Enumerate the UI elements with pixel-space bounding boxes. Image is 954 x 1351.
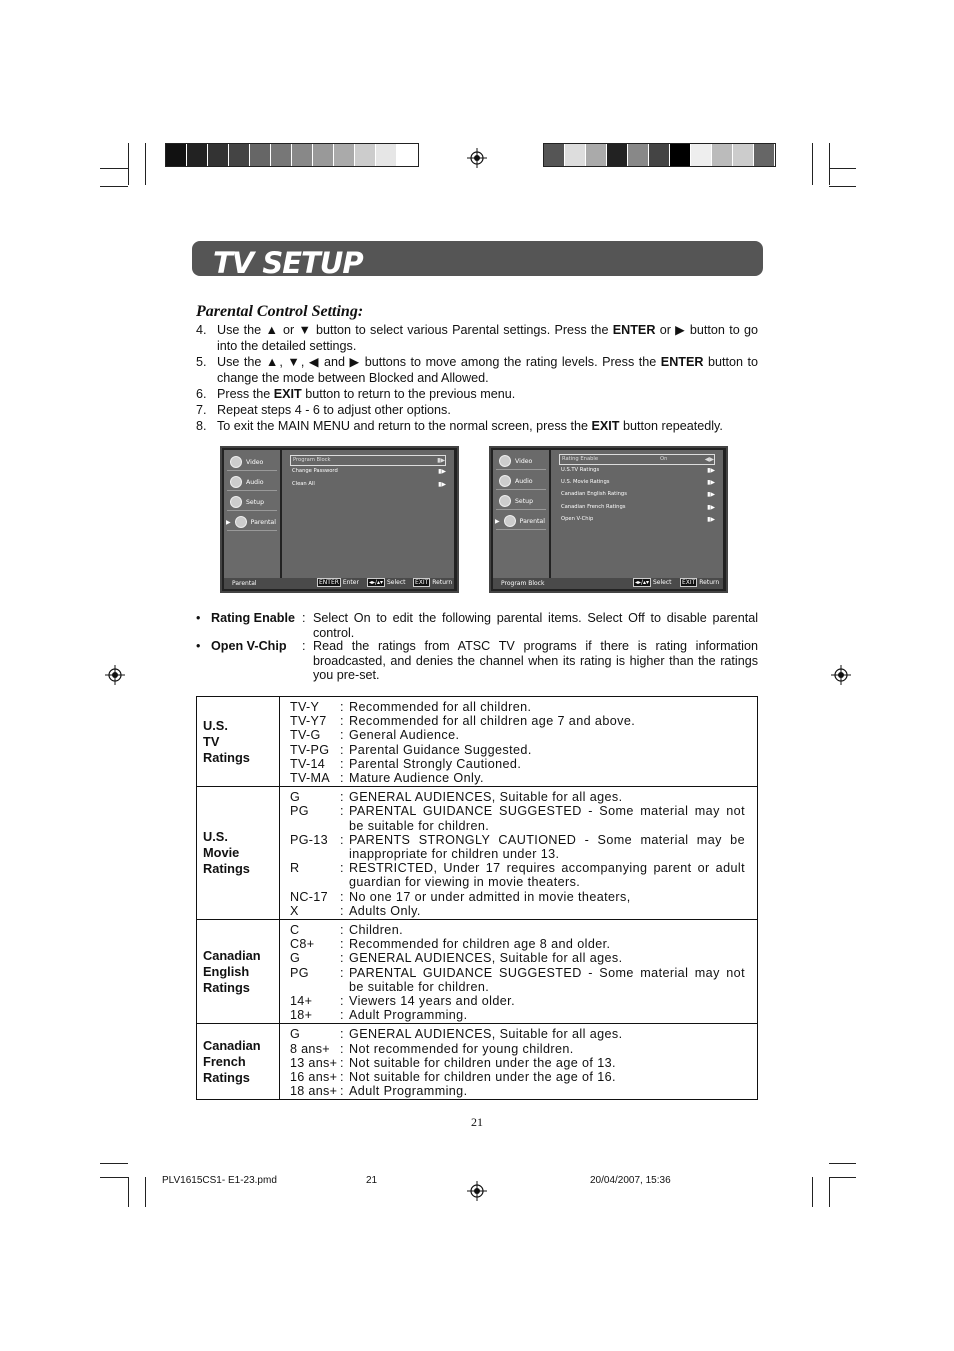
rating-row: PG : PARENTAL GUIDANCE SUGGESTED - Some material may not be suitable for children. — [290, 804, 745, 833]
rating-code: PG — [290, 804, 309, 819]
rating-code: PG — [290, 965, 309, 980]
rating-code: C8+ — [290, 937, 315, 952]
rating-code: TV-Y7 — [290, 714, 327, 729]
step-item — [196, 386, 758, 402]
color-swatch — [313, 144, 334, 166]
rating-row: C8+ : Recommended for children age 8 and older. — [290, 937, 745, 951]
rating-definition: Recommended for all children age 7 and above. — [349, 714, 636, 729]
color-swatch — [670, 144, 691, 166]
rating-definition: Not suitable for children under the age of 13. — [349, 1055, 616, 1070]
ratings-group — [197, 787, 758, 920]
rating-definition: GENERAL AUDIENCES, Suitable for all ages. — [349, 1027, 623, 1042]
step-number: 7. — [196, 403, 207, 417]
color-swatch — [166, 144, 187, 166]
parental-icon — [504, 515, 516, 527]
rating-code: C — [290, 923, 300, 938]
arrow-right-icon: ▮▶ — [707, 479, 715, 486]
step-text: Press the EXIT button to return to the previous menu. — [217, 387, 516, 401]
rating-definition: PARENTAL GUIDANCE SUGGESTED - Some material may not be suitable for children. — [349, 804, 745, 833]
menu-item-canadian-french-ratings: Canadian French Ratings ▮▶ — [561, 504, 715, 511]
rating-row: G : GENERAL AUDIENCES, Suitable for all ages. — [290, 790, 745, 804]
rating-row: G : GENERAL AUDIENCES, Suitable for all ages. — [290, 1027, 745, 1041]
ratings-category: U.S. Movie Ratings — [197, 787, 280, 920]
step-item — [196, 402, 758, 418]
rating-definition: Mature Audience Only. — [349, 771, 484, 786]
sidebar-item-video: Video — [230, 456, 263, 468]
sidebar-item-audio: Audio — [230, 476, 264, 488]
arrow-right-icon: ▮▶ — [437, 457, 445, 464]
registration-mark-icon — [467, 148, 487, 168]
rating-row: X : Adults Only. — [290, 904, 745, 918]
color-swatch — [607, 144, 628, 166]
arrows-icon: ◂▸/▴▾ — [369, 579, 384, 586]
rating-code: TV-MA — [290, 771, 330, 786]
ratings-category: U.S. TV Ratings — [197, 697, 280, 787]
menu-sidebar — [493, 450, 549, 580]
color-swatch — [292, 144, 313, 166]
color-swatch — [271, 144, 292, 166]
rating-code: G — [290, 790, 301, 805]
registration-mark-icon — [105, 665, 125, 685]
registration-mark-icon — [467, 1181, 487, 1201]
rating-row: TV-G : General Audience. — [290, 728, 745, 742]
bullet-description: Select On to edit the following parental items. Select Off to disable parental control. — [313, 611, 758, 640]
rating-row: TV-PG : Parental Guidance Suggested. — [290, 743, 745, 757]
page-number: 21 — [471, 1115, 483, 1129]
color-calibration-bar-right — [543, 143, 776, 167]
video-icon — [230, 456, 242, 468]
page-title: TV SETUP — [213, 246, 363, 280]
rating-code: R — [290, 861, 300, 876]
ratings-list — [280, 787, 758, 920]
arrow-right-icon: ▮▶ — [438, 468, 446, 475]
arrow-right-icon: ▮▶ — [707, 491, 715, 498]
color-swatch — [208, 144, 229, 166]
rating-code: TV-G — [290, 728, 321, 743]
instruction-steps — [196, 322, 758, 434]
rating-code: G — [290, 1027, 301, 1042]
ratings-list — [280, 1024, 758, 1100]
menu-item-clean-all: Clean All ▮▶ — [292, 481, 446, 488]
arrow-right-icon: ▮▶ — [707, 504, 715, 511]
color-calibration-bar-left — [165, 143, 419, 167]
ratings-list — [280, 697, 758, 787]
setup-icon — [499, 495, 511, 507]
color-swatch — [355, 144, 376, 166]
color-swatch — [544, 144, 565, 166]
rating-definition: GENERAL AUDIENCES, Suitable for all ages. — [349, 790, 623, 805]
program-block-menu-screenshot — [489, 446, 728, 593]
color-swatch — [754, 144, 775, 166]
rating-definition: Viewers 14 years and older. — [349, 994, 515, 1009]
ratings-list — [280, 920, 758, 1024]
rating-definition: Adult Programming. — [349, 1084, 468, 1099]
footer-date: 20/04/2007, 15:36 — [590, 1175, 671, 1186]
color-swatch — [712, 144, 733, 166]
ratings-group — [197, 697, 758, 787]
color-swatch — [334, 144, 355, 166]
audio-icon — [499, 475, 511, 487]
menu-footer: Program Block ◂▸/▴▾ Select EXIT Return — [493, 578, 723, 589]
rating-row: PG : PARENTAL GUIDANCE SUGGESTED - Some material may not be suitable for children. — [290, 965, 745, 994]
rating-definition: Recommended for children age 8 and older. — [349, 937, 611, 952]
rating-row: 16 ans+ : Not suitable for children under the age of 16. — [290, 1070, 745, 1084]
rating-definition: Adults Only. — [349, 903, 421, 918]
rating-row: C : Children. — [290, 923, 745, 937]
rating-row: 13 ans+ : Not suitable for children under the age of 13. — [290, 1056, 745, 1070]
arrow-right-icon: ▮▶ — [438, 481, 446, 488]
sidebar-item-setup: Setup — [499, 495, 533, 507]
video-icon — [499, 455, 511, 467]
step-item — [196, 354, 758, 386]
parental-icon — [235, 516, 247, 528]
menu-item-change-password: Change Password ▮▶ — [292, 468, 446, 475]
rating-definition: Parental Guidance Suggested. — [349, 742, 532, 757]
rating-definition: Parental Strongly Cautioned. — [349, 756, 522, 771]
color-swatch — [250, 144, 271, 166]
rating-definition: GENERAL AUDIENCES, Suitable for all ages. — [349, 951, 623, 966]
setup-icon — [230, 496, 242, 508]
audio-icon — [230, 476, 242, 488]
menu-item-program-block: Program Block ▮▶ — [290, 455, 446, 466]
ratings-group — [197, 1024, 758, 1100]
bullet-rating-enable: • Rating Enable : Select On to edit the following parental items. Select Off to disable parental control. — [196, 611, 758, 640]
arrow-right-icon: ▮▶ — [707, 516, 715, 523]
rating-row: TV-14 : Parental Strongly Cautioned. — [290, 757, 745, 771]
step-number: 5. — [196, 355, 207, 369]
color-swatch — [649, 144, 670, 166]
rating-definition: No one 17 or under admitted in movie theaters, — [349, 889, 631, 904]
footer-page: 21 — [366, 1175, 378, 1186]
sidebar-item-audio: Audio — [499, 475, 533, 487]
bullet-label: Rating Enable — [211, 611, 295, 625]
color-swatch — [733, 144, 754, 166]
arrow-right-icon: ▮▶ — [707, 467, 715, 474]
ratings-table — [196, 696, 758, 1100]
sidebar-item-parental: ▶ Parental — [495, 515, 545, 527]
rating-definition: Adult Programming. — [349, 1008, 468, 1023]
menu-item-us-tv-ratings: U.S.TV Ratings ▮▶ — [561, 467, 715, 474]
step-text: Use the ▲, ▼, ◀ and ▶ buttons to move among the rating levels. Press the ENTER button to change the mode between Blocked and Allowed. — [217, 355, 759, 385]
color-swatch — [187, 144, 208, 166]
rating-code: 18+ — [290, 1008, 313, 1023]
menu-main — [282, 450, 454, 580]
step-number: 4. — [196, 323, 207, 337]
rating-code: NC-17 — [290, 889, 328, 904]
menu-item-canadian-english-ratings: Canadian English Ratings ▮▶ — [561, 491, 715, 498]
rating-row: TV-MA : Mature Audience Only. — [290, 771, 745, 785]
rating-code: 18 ans+ — [290, 1084, 338, 1099]
rating-row: 18 ans+ : Adult Programming. — [290, 1084, 745, 1098]
color-swatch — [397, 144, 418, 166]
rating-row: PG-13 : PARENTS STRONGLY CAUTIONED - Some material may be inappropriate for children under 13. — [290, 832, 745, 862]
color-swatch — [691, 144, 712, 166]
rating-code: 16 ans+ — [290, 1070, 338, 1085]
step-text: To exit the MAIN MENU and return to the normal screen, press the EXIT button repeatedly. — [217, 419, 723, 433]
rating-definition: Recommended for all children. — [349, 700, 532, 714]
rating-code: PG-13 — [290, 832, 328, 847]
rating-code: 14+ — [290, 994, 313, 1009]
sidebar-item-parental: ▶ Parental — [226, 516, 276, 528]
bullet-description: Read the ratings from ATSC TV programs if there is rating information broadcasted, and denies the channel when its rating is higher than the ratings you pre-set. — [313, 639, 758, 682]
rating-row: R : RESTRICTED, Under 17 requires accompanying parent or adult guardian for viewing in movie theaters. — [290, 861, 745, 890]
ratings-category: Canadian French Ratings — [197, 1024, 280, 1100]
color-swatch — [229, 144, 250, 166]
parental-menu-screenshot — [220, 446, 459, 593]
ratings-category: Canadian English Ratings — [197, 920, 280, 1024]
footer-filename: PLV1615CS1- E1-23.pmd — [162, 1175, 277, 1186]
rating-definition: PARENTS STRONGLY CAUTIONED - Some material may be inappropriate for children under 13. — [349, 832, 745, 862]
color-swatch — [586, 144, 607, 166]
menu-footer: Parental ENTER Enter ◂▸/▴▾ Select EXIT Return — [224, 578, 454, 589]
rating-code: X — [290, 903, 299, 918]
rating-row: 8 ans+ : Not recommended for young children. — [290, 1042, 745, 1056]
rating-row: 18+ : Adult Programming. — [290, 1008, 745, 1022]
rating-row: NC-17 : No one 17 or under admitted in movie theaters, — [290, 890, 745, 904]
step-item — [196, 418, 758, 434]
arrows-icon: ◂▸/▴▾ — [635, 579, 650, 586]
menu-item-rating-enable: Rating Enable On ◀▶ — [559, 454, 715, 465]
section-title: Parental Control Setting: — [196, 303, 364, 320]
rating-definition: RESTRICTED, Under 17 requires accompanying parent or adult guardian for viewing in movie theaters. — [349, 861, 745, 890]
menu-main — [551, 450, 723, 580]
rating-row: 14+ : Viewers 14 years and older. — [290, 994, 745, 1008]
sidebar-item-video: Video — [499, 455, 532, 467]
color-swatch — [376, 144, 397, 166]
color-swatch — [628, 144, 649, 166]
bullet-open-vchip: • Open V-Chip : Read the ratings from ATSC TV programs if there is rating information broadcasted, and denies the channel when its rating is higher than the ratings you pre-set. — [196, 639, 758, 682]
rating-code: TV-Y — [290, 700, 320, 714]
rating-row: TV-Y7 : Recommended for all children age 7 and above. — [290, 714, 745, 728]
step-number: 6. — [196, 387, 207, 401]
rating-definition: PARENTAL GUIDANCE SUGGESTED - Some material may not be suitable for children. — [349, 965, 745, 994]
rating-code: 13 ans+ — [290, 1055, 338, 1070]
sidebar-item-setup: Setup — [230, 496, 264, 508]
rating-row: G : GENERAL AUDIENCES, Suitable for all ages. — [290, 951, 745, 965]
menu-item-open-vchip: Open V-Chip ▮▶ — [561, 516, 715, 523]
rating-definition: Children. — [349, 923, 403, 938]
rating-row: TV-Y : Recommended for all children. — [290, 700, 745, 714]
ratings-group — [197, 920, 758, 1024]
rating-code: 8 ans+ — [290, 1041, 330, 1056]
menu-item-us-movie-ratings: U.S. Movie Ratings ▮▶ — [561, 479, 715, 486]
rating-code: TV-PG — [290, 742, 330, 757]
rating-definition: Not recommended for young children. — [349, 1041, 574, 1056]
step-text: Repeat steps 4 - 6 to adjust other options. — [217, 403, 451, 417]
step-text: Use the ▲ or ▼ button to select various Parental settings. Press the ENTER or ▶ button to go into the detailed settings. — [217, 323, 758, 353]
rating-code: TV-14 — [290, 756, 326, 771]
color-swatch — [565, 144, 586, 166]
arrow-left-right-icon: ◀▶ — [704, 456, 714, 463]
step-item — [196, 322, 758, 354]
rating-definition: Not suitable for children under the age of 16. — [349, 1070, 616, 1085]
registration-mark-icon — [831, 665, 851, 685]
menu-sidebar — [224, 450, 280, 580]
rating-code: G — [290, 951, 301, 966]
rating-definition: General Audience. — [349, 728, 460, 743]
step-number: 8. — [196, 419, 207, 433]
bullet-label: Open V-Chip — [211, 639, 287, 653]
